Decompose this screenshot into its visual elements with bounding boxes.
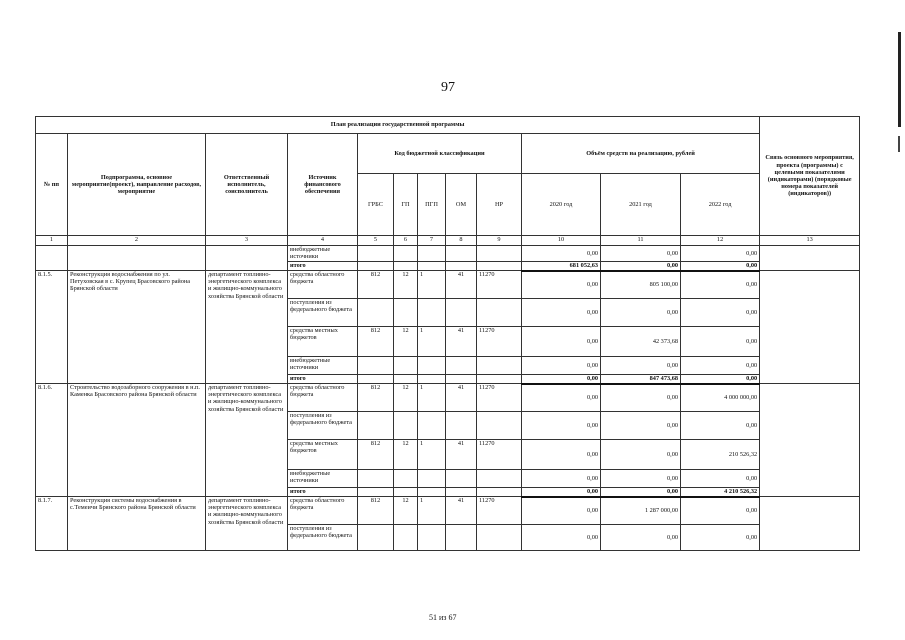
cell-2022: 0,00 — [681, 357, 760, 375]
cell-2022: 0,00 — [681, 327, 760, 357]
column-number-9: 9 — [477, 236, 522, 246]
cell-grbs — [358, 299, 394, 327]
cell-2021: 0,00 — [601, 412, 681, 440]
cell-source: средства областного бюджета — [288, 384, 358, 412]
cell-pgp: 1 — [418, 271, 446, 299]
column-number-row — [36, 236, 860, 246]
cell-pgp — [418, 357, 446, 375]
header-year-2020: 2020 год — [522, 174, 601, 236]
cell-2021: 1 287 000,00 — [601, 497, 681, 525]
cell-om — [446, 375, 477, 384]
cell-2022: 0,00 — [681, 271, 760, 299]
cell-pgp: 1 — [418, 440, 446, 470]
cell-responsible: департамент топливно-энергетического комплекса и жилищно-коммунального хозяйства Брянской области — [206, 271, 288, 384]
cell-grbs — [358, 375, 394, 384]
cell-2020: 0,00 — [522, 470, 601, 488]
cell-gp — [394, 525, 418, 551]
cell-2021: 0,00 — [601, 262, 681, 271]
cell-om — [446, 412, 477, 440]
cell-ir: 11270 — [477, 384, 522, 412]
cell-responsible: департамент топливно-энергетического комплекса и жилищно-коммунального хозяйства Брянской области — [206, 384, 288, 497]
scan-edge-mark — [898, 32, 901, 127]
cell-2020: 0,00 — [522, 327, 601, 357]
cell-2022: 0,00 — [681, 375, 760, 384]
cell-source: внебюджетные источники — [288, 357, 358, 375]
cell-2021: 0,00 — [601, 470, 681, 488]
cell-source: средства областного бюджета — [288, 271, 358, 299]
cell-2021: 0,00 — [601, 384, 681, 412]
cell-om: 41 — [446, 440, 477, 470]
column-number-2: 2 — [68, 236, 206, 246]
cell-ir — [477, 262, 522, 271]
implementation-plan-table — [35, 116, 860, 551]
cell-gp — [394, 470, 418, 488]
cell-ir: 11270 — [477, 440, 522, 470]
cell-source: поступления из федерального бюджета — [288, 299, 358, 327]
cell-2022: 210 526,32 — [681, 440, 760, 470]
header-num: № пп — [36, 134, 68, 236]
table-row — [36, 497, 860, 525]
cell-2020: 0,00 — [522, 246, 601, 262]
column-number-6: 6 — [394, 236, 418, 246]
cell-2021: 805 100,00 — [601, 271, 681, 299]
cell-link — [760, 384, 860, 497]
cell-pgp — [418, 375, 446, 384]
cell-source: поступления из федерального бюджета — [288, 525, 358, 551]
cell-source: внебюджетные источники — [288, 470, 358, 488]
cell-2021: 0,00 — [601, 357, 681, 375]
cell-grbs — [358, 262, 394, 271]
cell-pgp: 1 — [418, 497, 446, 525]
cell-grbs — [358, 357, 394, 375]
cell-om — [446, 488, 477, 497]
cell-ir — [477, 525, 522, 551]
cell-pgp — [418, 412, 446, 440]
cell-source: внебюджетные источники — [288, 246, 358, 262]
cell-link — [760, 497, 860, 551]
cell-gp: 12 — [394, 440, 418, 470]
cell-source: средства местных бюджетов — [288, 440, 358, 470]
cell-gp: 12 — [394, 271, 418, 299]
cell-om: 41 — [446, 327, 477, 357]
column-number-7: 7 — [418, 236, 446, 246]
cell-ir — [477, 375, 522, 384]
cell-2022: 0,00 — [681, 299, 760, 327]
cell-2021: 0,00 — [601, 488, 681, 497]
cell-ir — [477, 357, 522, 375]
header-grbs: ГРБС — [358, 174, 394, 236]
cell-ir: 11270 — [477, 271, 522, 299]
column-number-4: 4 — [288, 236, 358, 246]
cell-om — [446, 262, 477, 271]
table-row — [36, 246, 860, 262]
header-pgp: ПГП — [418, 174, 446, 236]
cell-ir — [477, 299, 522, 327]
cell-om: 41 — [446, 271, 477, 299]
cell-gp: 12 — [394, 327, 418, 357]
cell-2022: 4 210 526,32 — [681, 488, 760, 497]
cell-gp — [394, 299, 418, 327]
cell-2022: 0,00 — [681, 470, 760, 488]
cell-2020: 0,00 — [522, 440, 601, 470]
cell-num: 8.1.6. — [36, 384, 68, 497]
cell-om — [446, 470, 477, 488]
header-volume: Объём средств на реализацию, рублей — [522, 134, 760, 174]
cell-2022: 0,00 — [681, 525, 760, 551]
cell-om — [446, 246, 477, 262]
cell-2021: 847 473,68 — [601, 375, 681, 384]
cell-2021: 0,00 — [601, 246, 681, 262]
page-number: 97 — [441, 80, 455, 95]
cell-source: средства местных бюджетов — [288, 327, 358, 357]
header-link: Связь основного мероприятия, проекта (программы) с целевыми показателями (индикаторами) (порядковые номера показателей (индикаторов)) — [760, 117, 860, 236]
header-ir: НР — [477, 174, 522, 236]
cell-gp — [394, 412, 418, 440]
cell-2020: 0,00 — [522, 271, 601, 299]
cell-gp — [394, 262, 418, 271]
cell-responsible-empty — [206, 246, 288, 271]
cell-grbs: 812 — [358, 440, 394, 470]
cell-source: поступления из федерального бюджета — [288, 412, 358, 440]
header-responsible: Ответственный исполнитель, соисполнитель — [206, 134, 288, 236]
column-number-1: 1 — [36, 236, 68, 246]
cell-2020: 0,00 — [522, 412, 601, 440]
scan-edge-dot — [898, 136, 900, 152]
table-row — [36, 271, 860, 299]
cell-2020: 0,00 — [522, 525, 601, 551]
cell-2022: 0,00 — [681, 497, 760, 525]
cell-2022: 0,00 — [681, 262, 760, 271]
cell-ir: 11270 — [477, 327, 522, 357]
cell-gp: 12 — [394, 497, 418, 525]
cell-ir — [477, 246, 522, 262]
cell-source: итого — [288, 262, 358, 271]
cell-pgp — [418, 525, 446, 551]
column-number-8: 8 — [446, 236, 477, 246]
cell-source: итого — [288, 488, 358, 497]
cell-2021: 0,00 — [601, 299, 681, 327]
header-year-2021: 2021 год — [601, 174, 681, 236]
column-number-12: 12 — [681, 236, 760, 246]
cell-2022: 4 000 000,00 — [681, 384, 760, 412]
cell-2022: 0,00 — [681, 412, 760, 440]
cell-program-empty — [68, 246, 206, 271]
cell-responsible: департамент топливно-энергетического комплекса и жилищно-коммунального хозяйства Брянской области — [206, 497, 288, 551]
cell-om — [446, 357, 477, 375]
cell-pgp — [418, 488, 446, 497]
table-title: План реализации государственной программы — [36, 117, 760, 134]
cell-om: 41 — [446, 384, 477, 412]
header-gp: ГП — [394, 174, 418, 236]
cell-grbs: 812 — [358, 327, 394, 357]
cell-program: Реконструкция водоснабжения по ул. Петуховская в с. Крупец Брасовского района Брянской области — [68, 271, 206, 384]
column-number-13: 13 — [760, 236, 860, 246]
cell-grbs: 812 — [358, 271, 394, 299]
cell-om — [446, 299, 477, 327]
cell-num-empty — [36, 246, 68, 271]
header-year-2022: 2022 год — [681, 174, 760, 236]
cell-ir — [477, 470, 522, 488]
cell-2022: 0,00 — [681, 246, 760, 262]
column-number-10: 10 — [522, 236, 601, 246]
column-number-11: 11 — [601, 236, 681, 246]
cell-pgp — [418, 246, 446, 262]
cell-link — [760, 271, 860, 384]
cell-pgp — [418, 470, 446, 488]
cell-grbs: 812 — [358, 384, 394, 412]
cell-2021: 0,00 — [601, 440, 681, 470]
header-budget-code: Код бюджетной классификации — [358, 134, 522, 174]
cell-ir — [477, 488, 522, 497]
header-source: Источник финансового обеспечения — [288, 134, 358, 236]
cell-grbs — [358, 246, 394, 262]
cell-num: 8.1.5. — [36, 271, 68, 384]
header-om: ОМ — [446, 174, 477, 236]
cell-2020: 0,00 — [522, 357, 601, 375]
cell-link-empty — [760, 246, 860, 271]
cell-source: средства областного бюджета — [288, 497, 358, 525]
cell-grbs — [358, 525, 394, 551]
cell-2021: 42 373,68 — [601, 327, 681, 357]
column-number-3: 3 — [206, 236, 288, 246]
cell-ir — [477, 412, 522, 440]
cell-2020: 0,00 — [522, 497, 601, 525]
cell-gp — [394, 375, 418, 384]
cell-om — [446, 525, 477, 551]
cell-grbs — [358, 470, 394, 488]
cell-grbs: 812 — [358, 497, 394, 525]
header-program: Подпрограмма, основное мероприятие(проект), направление расходов, мероприятие — [68, 134, 206, 236]
cell-gp — [394, 357, 418, 375]
cell-pgp — [418, 262, 446, 271]
cell-om: 41 — [446, 497, 477, 525]
cell-grbs — [358, 412, 394, 440]
cell-program: Реконструкция системы водоснабжения в с.Темеичи Брянского района Брянской области — [68, 497, 206, 551]
cell-2020: 0,00 — [522, 375, 601, 384]
cell-2021: 0,00 — [601, 525, 681, 551]
cell-2020: 0,00 — [522, 299, 601, 327]
cell-2020: 0,00 — [522, 488, 601, 497]
column-number-5: 5 — [358, 236, 394, 246]
cell-gp — [394, 488, 418, 497]
page-footer: 51 из 67 — [429, 613, 457, 622]
table-row — [36, 384, 860, 412]
cell-gp: 12 — [394, 384, 418, 412]
cell-gp — [394, 246, 418, 262]
cell-2020: 0,00 — [522, 384, 601, 412]
cell-grbs — [358, 488, 394, 497]
cell-2020: 681 052,63 — [522, 262, 601, 271]
cell-program: Строительство водозаборного сооружения в н.п. Каменка Брасовского района Брянской области — [68, 384, 206, 497]
cell-ir: 11270 — [477, 497, 522, 525]
cell-pgp: 1 — [418, 327, 446, 357]
cell-num: 8.1.7. — [36, 497, 68, 551]
cell-pgp: 1 — [418, 384, 446, 412]
cell-source: итого — [288, 375, 358, 384]
cell-pgp — [418, 299, 446, 327]
